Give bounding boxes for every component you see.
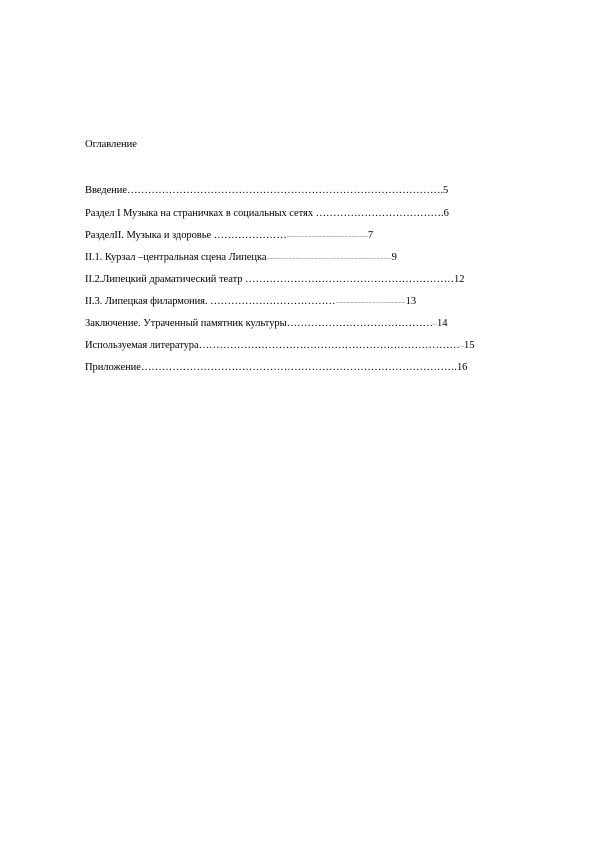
toc-entry-leader: ……………………………… — [210, 296, 336, 307]
toc-entry-section-1 — [85, 207, 449, 220]
toc-entry-conclusion — [85, 317, 447, 331]
toc-entry-text: Раздел I Музыка на страничках в социальных сетях — [85, 208, 316, 219]
toc-entry-leader-small: ... — [432, 321, 438, 327]
toc-entry-leader: …………………………………… — [286, 318, 433, 329]
toc-entry-text: Приложение — [85, 362, 141, 373]
toc-entry-page: 13 — [405, 296, 417, 307]
toc-entry-page: 16 — [456, 362, 468, 373]
toc-entry-text: Введение — [85, 185, 127, 196]
toc-entry-text: Заключение. Утраченный памятник культуры — [85, 318, 287, 329]
toc-entry-leader-small: ... — [459, 343, 464, 349]
toc-entry-text: II.2.Липецкий драматический театр — [85, 274, 246, 285]
toc-entry-references — [85, 339, 474, 353]
toc-entry-introduction — [85, 184, 448, 197]
toc-entry-page: 6 — [443, 208, 449, 219]
toc-entry-text: II.3. Липецкая филармония. — [85, 296, 211, 307]
toc-entry-subsection-2-3 — [85, 295, 416, 309]
toc-entry-leader: …………………………………………………… — [245, 274, 455, 285]
toc-entry-subsection-2-2 — [85, 273, 464, 286]
toc-entry-text: РазделII. Музыка и здоровье — [85, 230, 214, 241]
toc-entry-subsection-2-1 — [85, 251, 397, 265]
toc-entry-appendix — [85, 361, 467, 374]
toc-entry-leader-small: ........................................................................................... — [266, 255, 392, 261]
toc-entry-leader: ………………………………………………………………………………. — [126, 185, 444, 196]
toc-entry-leader: ………………………………. — [315, 208, 444, 219]
toc-entry-page: 15 — [464, 340, 475, 351]
toc-entry-leader: ………………………………………………………………… — [198, 340, 460, 351]
toc-entry-text: II.1. Курзал –центральная сцена Липецка — [85, 252, 267, 263]
toc-entry-page: 9 — [391, 252, 397, 263]
toc-entry-leader-small: ........................................................... — [286, 233, 368, 239]
toc-entry-page: 5 — [443, 185, 449, 196]
toc-entry-leader: ………………… — [213, 230, 287, 241]
toc-entry-leader: ………………………………………………………………………………. — [140, 362, 457, 373]
toc-entry-page: 7 — [367, 230, 374, 241]
toc-entry-page: 12 — [454, 274, 465, 285]
toc-entry-page: 14 — [437, 318, 448, 329]
toc-title: Оглавление — [85, 139, 137, 150]
toc-entry-section-2 — [85, 229, 373, 243]
toc-entry-leader-small: ................................................... — [335, 299, 406, 305]
toc-entry-text: Используемая литература — [85, 340, 199, 351]
